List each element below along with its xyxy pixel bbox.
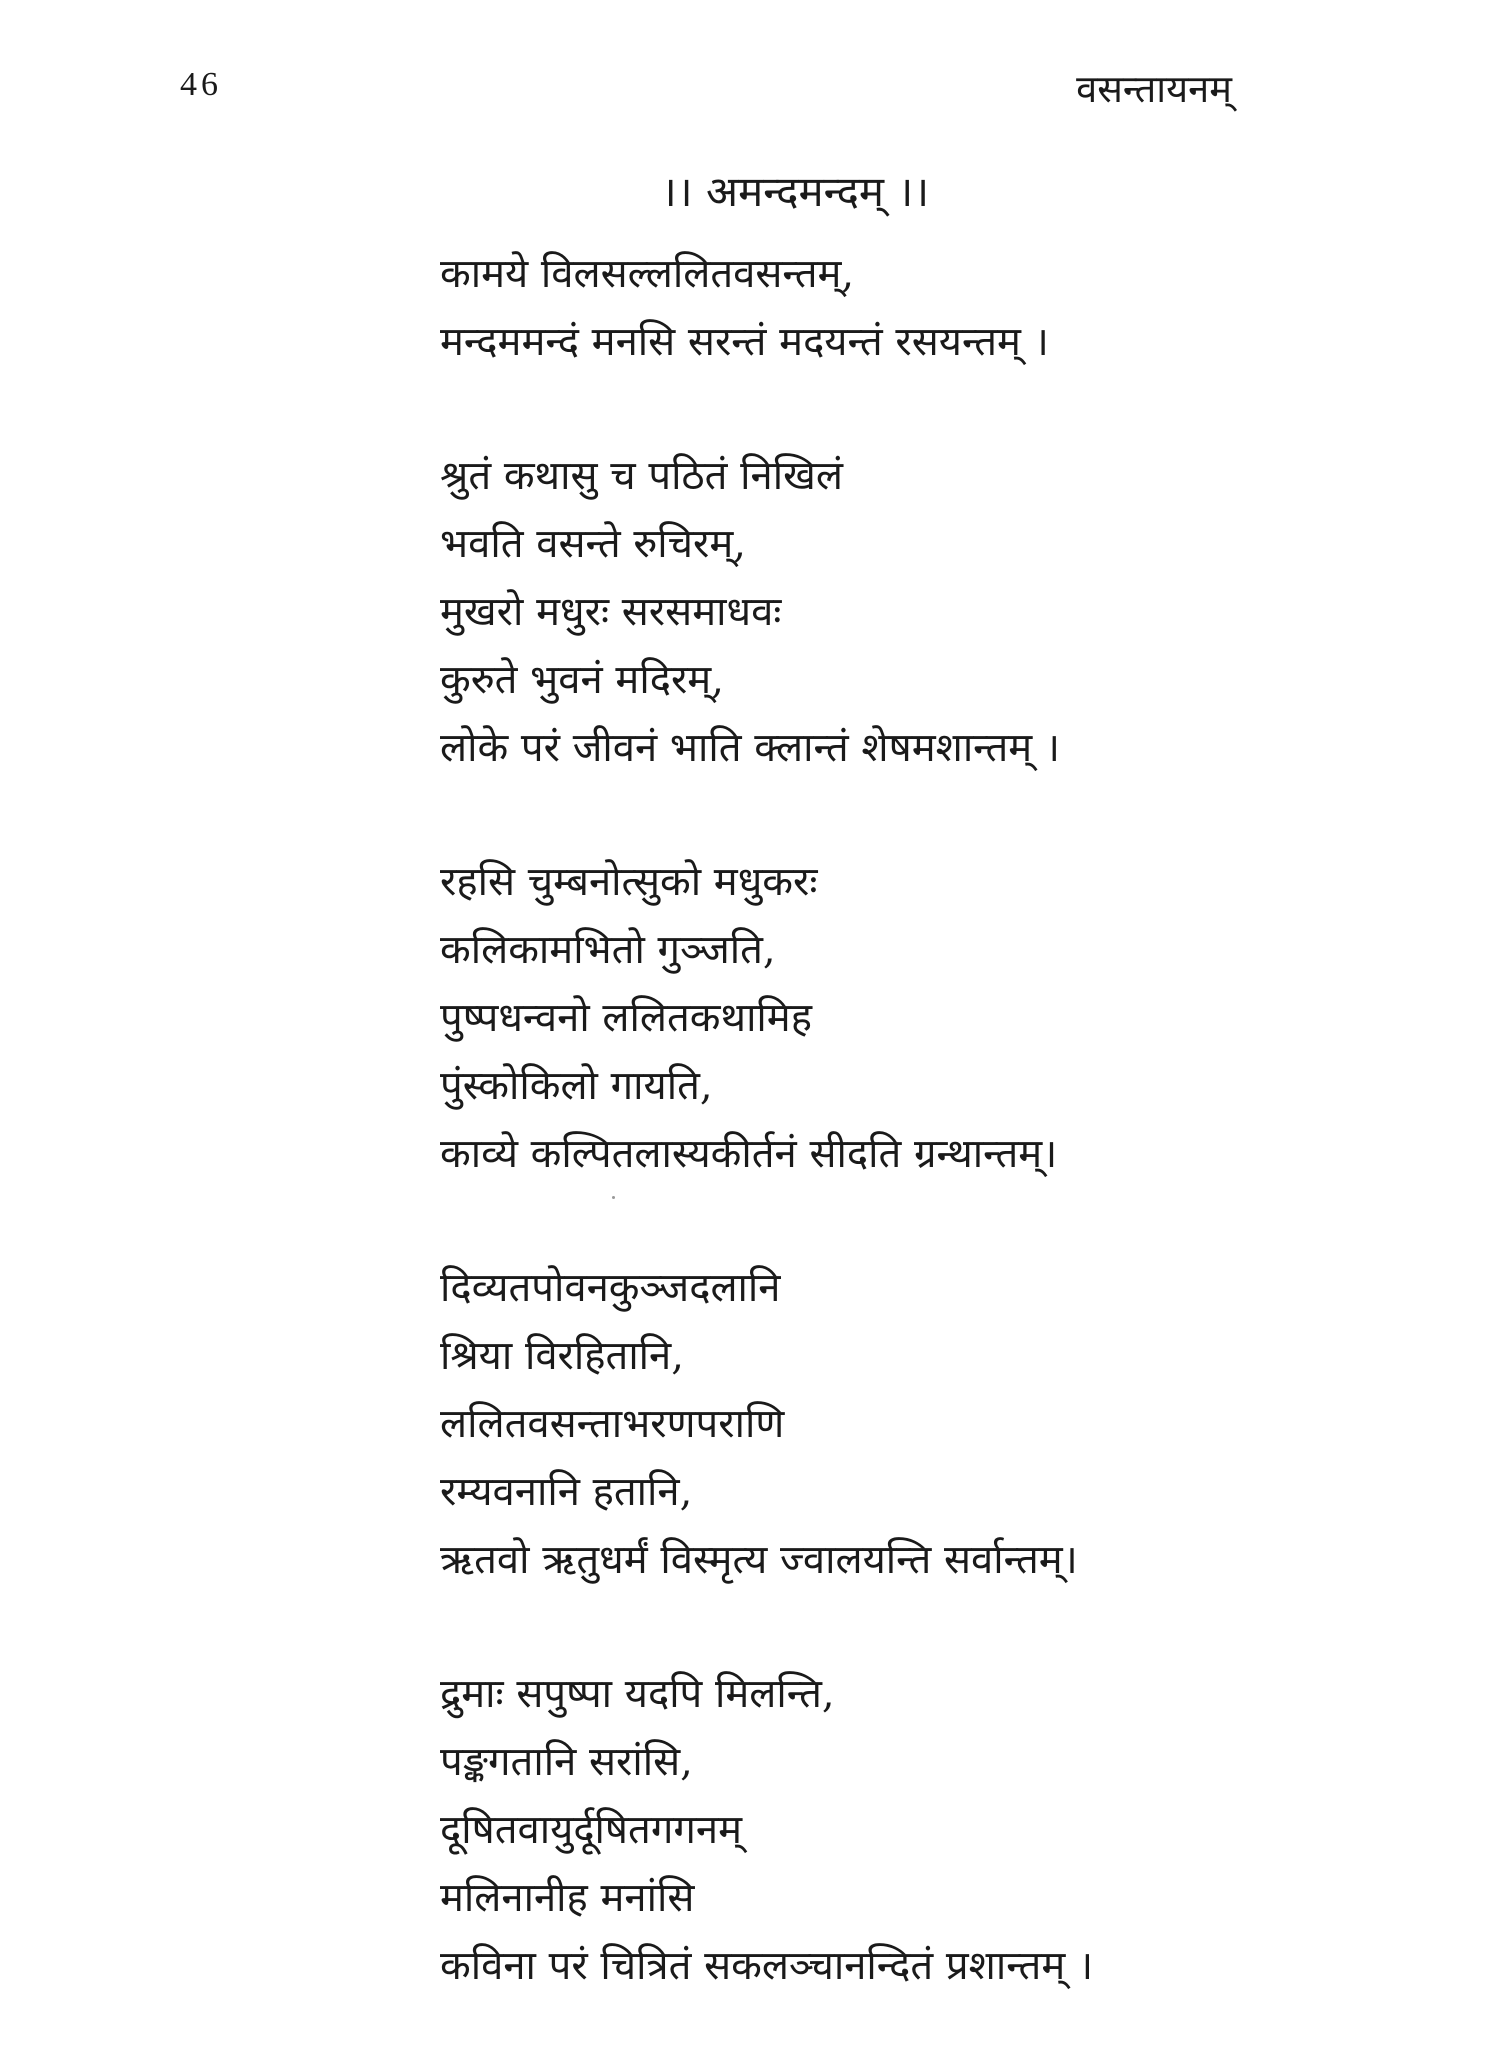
verse-line: रम्यवनानि हतानि, xyxy=(440,1469,693,1515)
verse-line: दूषितवायुर्दूषितगगनम् xyxy=(440,1807,742,1853)
running-head: वसन्तायनम् xyxy=(1076,67,1232,111)
verse-line: काव्ये कल्पितलास्यकीर्तनं सीदति ग्रन्थान्तम्। xyxy=(440,1131,1058,1177)
verse-line: पङ्कगतानि सरांसि, xyxy=(440,1739,693,1785)
verse-line: दिव्यतपोवनकुञ्जदलानि xyxy=(440,1265,781,1311)
verse-line: मन्दममन्दं मनसि सरन्तं मदयन्तं रसयन्तम् । xyxy=(440,319,1049,365)
stanza-1 xyxy=(440,240,1460,376)
verse-line: ललितवसन्ताभरणपराणि xyxy=(440,1401,785,1447)
paper-speck xyxy=(612,1196,615,1199)
poem-title: ।। अमन्दमन्दम् ।। xyxy=(660,167,930,216)
verse-line: श्रुतं कथासु च पठितं निखिलं xyxy=(440,453,843,499)
verse-line: लोके परं जीवनं भाति क्लान्तं शेषमशान्तम् । xyxy=(440,725,1061,771)
verse-line: पुंस्कोकिलो गायति, xyxy=(440,1063,713,1109)
stanza-5 xyxy=(440,1660,1460,2000)
verse-line: ऋतवो ऋतुधर्मं विस्मृत्य ज्वालयन्ति सर्वान्तम्। xyxy=(440,1537,1078,1583)
stanza-4 xyxy=(440,1254,1460,1594)
verse-line: कविना परं चित्रितं सकलञ्चानन्दितं प्रशान्तम् । xyxy=(440,1943,1094,1989)
verse-line: कामये विलसल्ललितवसन्तम्, xyxy=(440,251,855,297)
page-number: 46 xyxy=(180,66,222,103)
verse-line: द्रुमाः सपुष्पा यदपि मिलन्ति, xyxy=(440,1671,835,1717)
verse-line: मुखरो मधुरः सरसमाधवः xyxy=(440,589,782,635)
stanza-3 xyxy=(440,848,1460,1188)
verse-line: मलिनानीह मनांसि xyxy=(440,1875,695,1921)
verse-line: रहसि चुम्बनोत्सुको मधुकरः xyxy=(440,859,818,905)
verse-line: भवति वसन्ते रुचिरम्, xyxy=(440,521,747,567)
verse-line: कुरुते भुवनं मदिरम्, xyxy=(440,657,724,703)
poem-body xyxy=(440,240,1460,2066)
stanza-2 xyxy=(440,442,1460,782)
verse-line: श्रिया विरहितानि, xyxy=(440,1333,684,1379)
verse-line: पुष्पधन्वनो ललितकथामिह xyxy=(440,995,812,1041)
verse-line: कलिकामभितो गुञ्जति, xyxy=(440,927,776,973)
